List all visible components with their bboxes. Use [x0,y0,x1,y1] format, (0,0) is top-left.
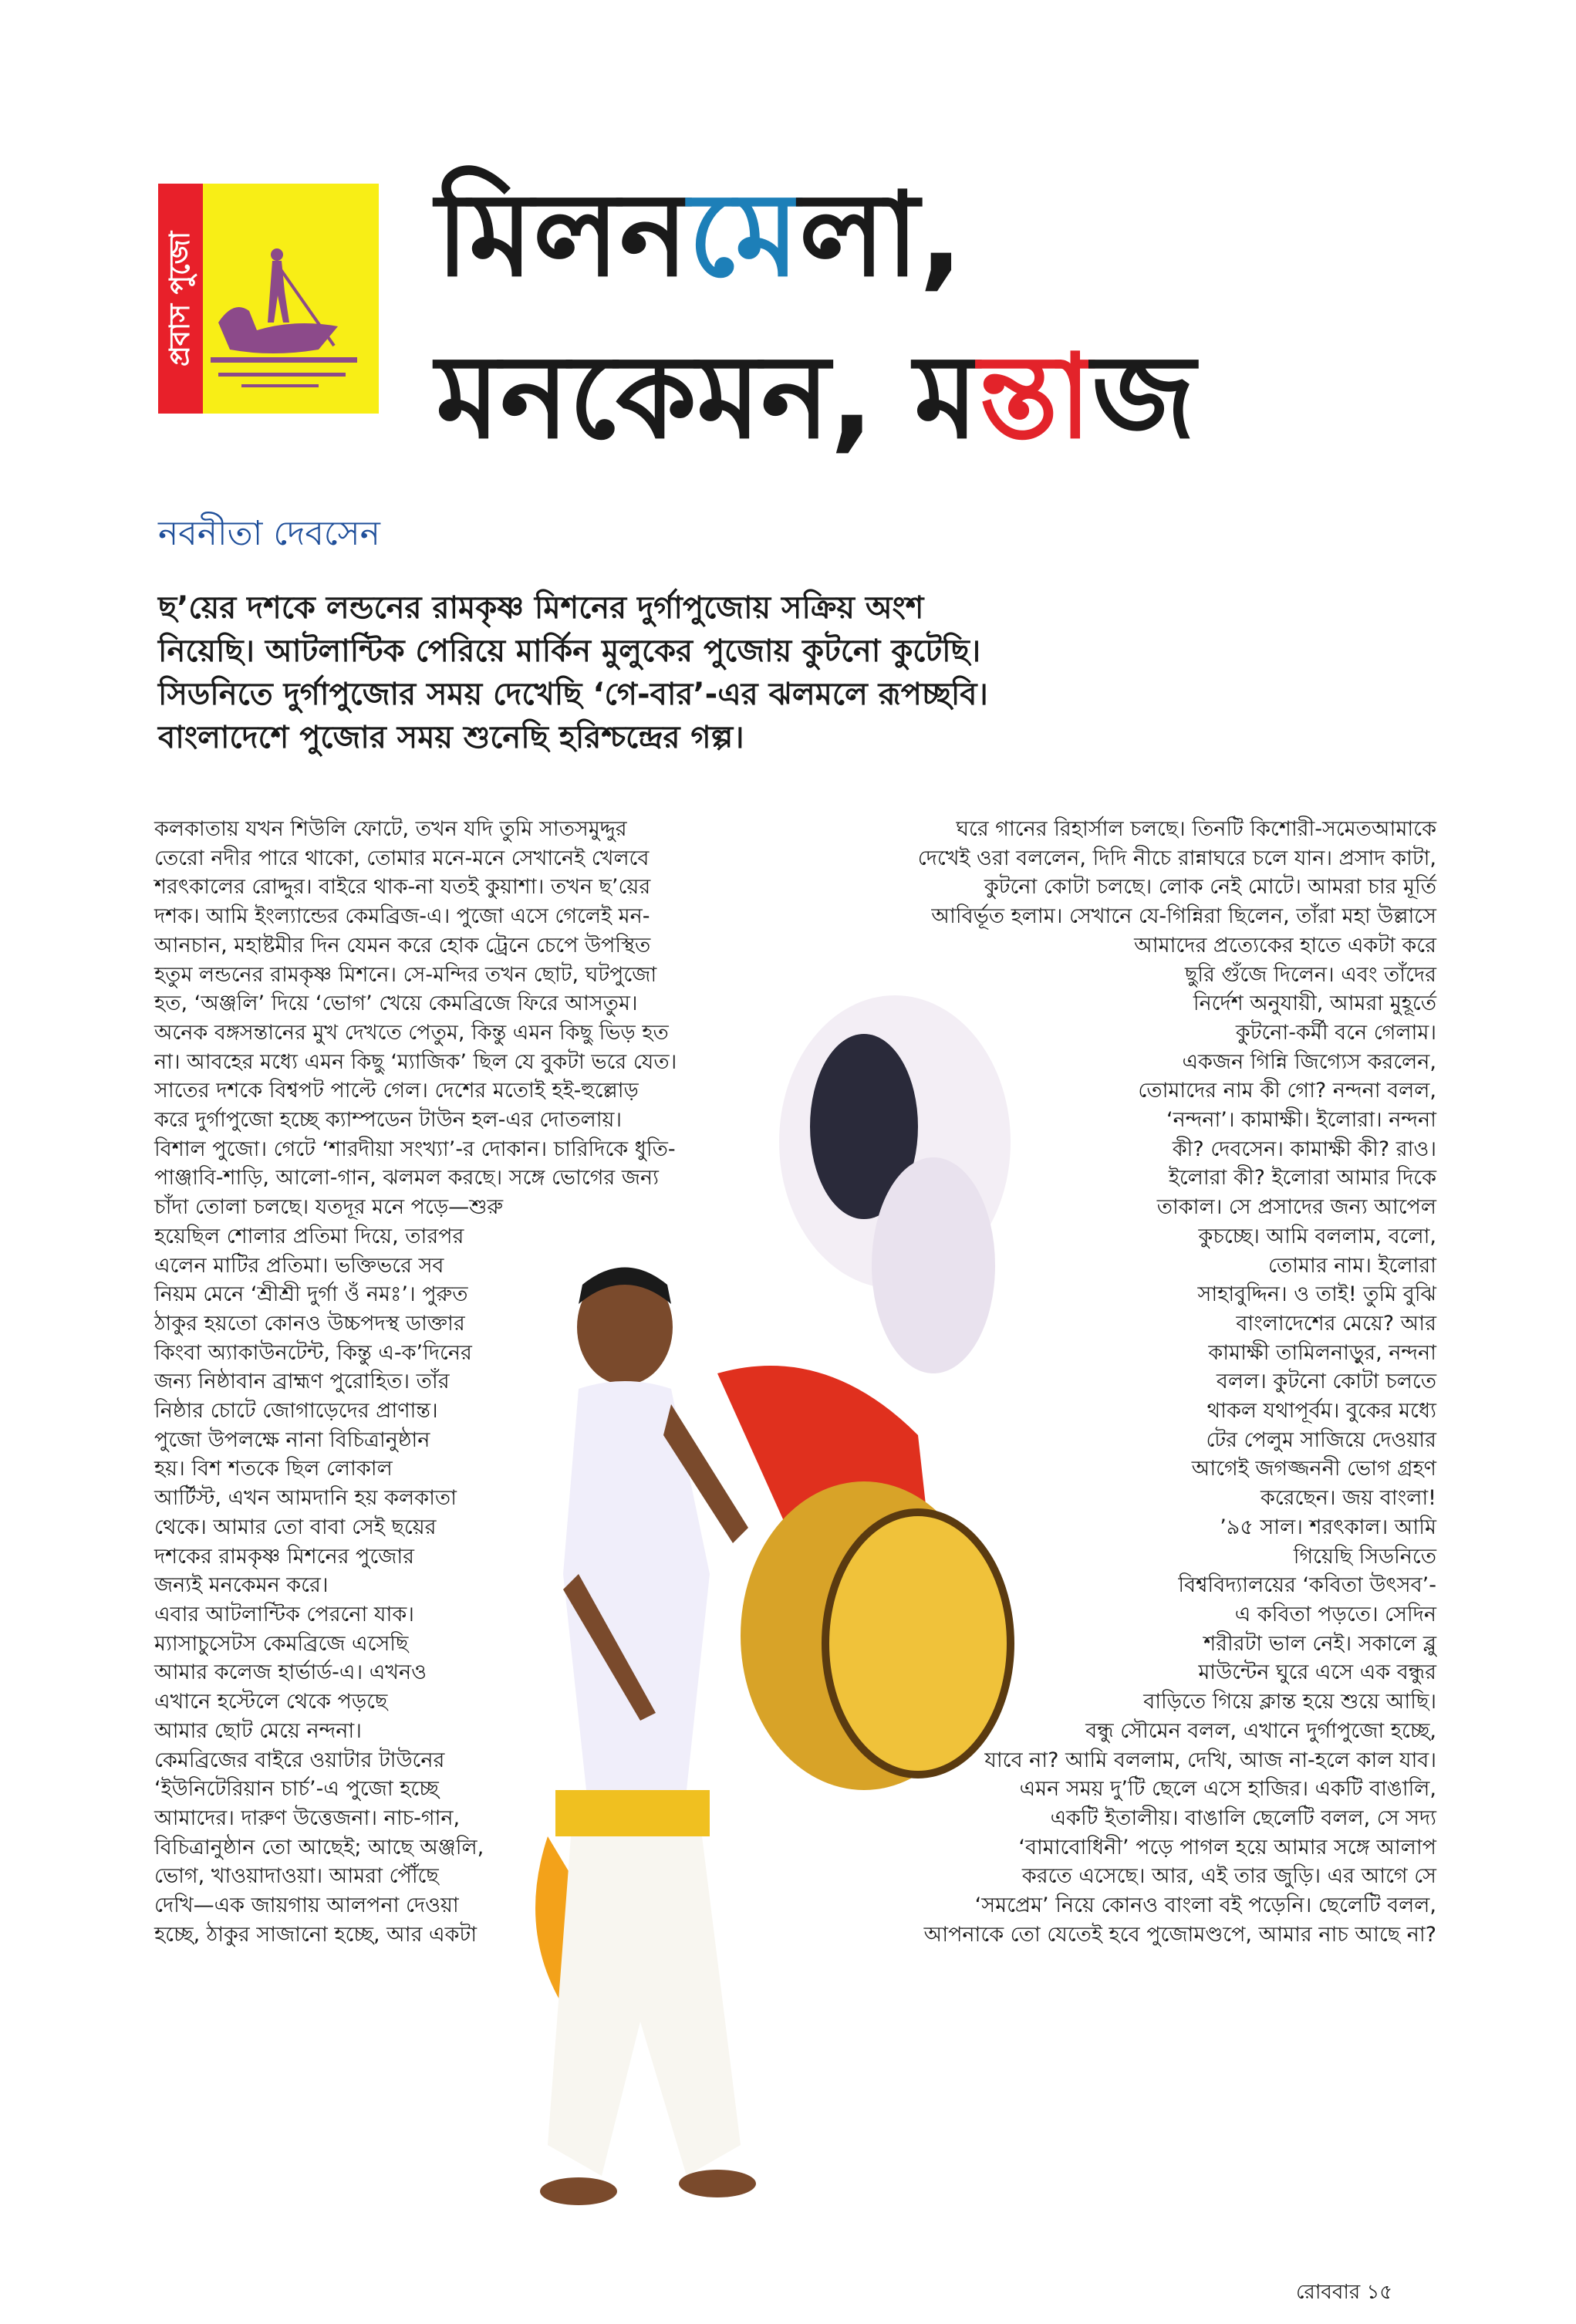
body-line: নির্দেশ অনুযায়ী, আমরা মুহূর্তে [1193,991,1436,1016]
page-footer: রোববার ১৫ [1296,2281,1393,2304]
body-line: এখানে হস্টেলে থেকে পড়ছে [154,1690,388,1714]
body-line: শরৎকালের রোদ্দুর। বাইরে থাক-না যতই কুয়াশা। তখন ছ’য়ের [154,875,651,900]
body-line: কী? দেবসেন। কামাক্ষী কী? রাও। [1172,1137,1436,1161]
body-line: করেছেন। জয় বাংলা! [1260,1486,1436,1511]
body-line: নিয়ম মেনে ‘শ্রীশ্রী দুর্গা ওঁ নমঃ’। পুরুত [154,1282,468,1307]
title-part: মিলন [436,168,689,302]
author-byline: নবনীতা দেবসেন [158,514,380,553]
body-line: বাংলাদেশের মেয়ে? আর [1236,1311,1436,1336]
body-line: তোমাদের নাম কী গো? নন্দনা বলল, [1138,1079,1436,1103]
body-line: থেকে। আমার তো বাবা সেই ছয়ের [154,1515,437,1539]
section-badge [158,184,379,414]
body-line: হয়। বিশ শতকে ছিল লোকাল [154,1457,393,1481]
title-part: মনকেমন, ম [436,330,979,464]
body-line: কিংবা অ্যাকাউনটেন্ট, কিন্তু এ-ক’দিনের [154,1340,472,1365]
body-line: এমন সময় দু’টি ছেলে এসে হাজির। একটি বাঙালি, [1019,1777,1436,1802]
title-line-2 [436,316,1562,478]
body-line: ম্যাসাচুসেটস কেমব্রিজে এসেছি [154,1631,409,1656]
body-line: এ কবিতা পড়তে। সেদিন [1234,1602,1436,1626]
body-line: বিচিত্রানুষ্ঠান তো আছেই; আছে অঞ্জলি, [154,1835,484,1860]
body-line: জন্য নিষ্ঠাবান ব্রাহ্মণ পুরোহিত। তাঁর [154,1370,450,1394]
body-line: ‘ইউনিটেরিয়ান চার্চ’-এ পুজো হচ্ছে [154,1777,439,1802]
title-part: জ [1092,330,1196,464]
body-line: একটি ইতালীয়। বাঙালি ছেলেটি বলল, সে সদ্য [1050,1805,1436,1830]
body-line: আমাদের প্রত্যেকের হাতে একটা করে [1134,933,1436,958]
body-line: সাতের দশকে বিশ্বপট পাল্টে গেল। দেশের মতোই হই-হুল্লোড় [154,1079,639,1103]
intro-paragraph [158,586,1207,759]
body-line: চাঁদা তোলা চলছে। যতদূর মনে পড়ে—শুরু [154,1195,504,1220]
body-line: কলকাতায় যখন শিউলি ফোটে, তখন যদি তুমি সাতসমুদ্দুর [154,817,627,841]
body-line: জন্যই মনকেমন করে। [154,1573,329,1598]
body-line: করতে এসেছে। আর, এই তার জুড়ি। এর আগে সে [1021,1864,1436,1889]
body-line: হত, ‘অঞ্জলি’ দিয়ে ‘ভোগ’ খেয়ে কেমব্রিজে ফিরে আসতুম। [154,991,638,1016]
badge-label: প্রবাস পুজো [164,231,196,367]
intro-line: নিয়েছি। আটলান্টিক পেরিয়ে মার্কিন মুলুকের পুজোয় কুটনো কুটেছি। [158,633,981,669]
body-line: সাহাবুদ্দিন। ও তাই! তুমি বুঝি [1197,1282,1436,1307]
body-line: মাউন্টেন ঘুরে এসে এক বন্ধুর [1198,1660,1436,1685]
body-line: অনেক বঙ্গসন্তানের মুখ দেখতে পেতুম, কিন্তু এমন কিছু ভিড় হত [154,1020,669,1045]
body-line: আর্টিস্ট, এখন আমদানি হয় কলকাতা [154,1486,457,1511]
body-line: ভোগ, খাওয়াদাওয়া। আমরা পৌঁছে [154,1864,439,1889]
body-line: ‘নন্দনা’। কামাক্ষী। ইলোরা। নন্দনা [1166,1108,1436,1133]
body-line: বলল। কুটনো কোটা চলতে [1216,1370,1436,1394]
body-line: একজন গিন্নি জিগ্যেস করলেন, [1182,1049,1436,1074]
body-line: গিয়েছি সিডনিতে [1293,1544,1436,1569]
body-line: তোমার নাম। ইলোরা [1268,1253,1436,1278]
body-line: বন্ধু সৌমেন বলল, এখানে দুর্গাপুজো হচ্ছে, [1085,1718,1436,1743]
body-line: আমার ছোট মেয়ে নন্দনা। [154,1718,362,1743]
body-line: যাবে না? আমি বললাম, দেখি, আজ না-হলে কাল যাব। [984,1748,1436,1772]
boat-illustration [203,184,379,414]
title-highlight: মে [688,168,800,302]
title-highlight: ন্তা [978,330,1092,464]
body-line: টের পেলুম সাজিয়ে দেওয়ার [1206,1427,1436,1452]
body-line: আবির্ভূত হলাম। সেখানে যে-গিন্নিরা ছিলেন, তাঁরা মহা উল্লাসে [931,904,1436,929]
body-line: থাকল যথাপূর্বম। বুকের মধ্যে [1206,1399,1436,1424]
body-line: ঘরে গানের রিহার্সাল চলছে। তিনটি কিশোরী-সমেতআমাকে [956,817,1436,841]
intro-line: সিডনিতে দুর্গাপুজোর সময় দেখেছি ‘গে-বার’-এর ঝলমলে রূপচ্ছবি। [158,677,988,712]
title-line-1 [436,154,1562,316]
body-line: কুটনো কোটা চলছে। লোক নেই মোটে। আমরা চার মূর্তি [984,875,1436,900]
body-line: দেখেই ওরা বললেন, দিদি নীচে রান্নাঘরে চলে যান। প্রসাদ কাটা, [917,846,1436,870]
title-part: লা, [799,168,963,302]
body-column-left [154,815,802,1949]
article-title [436,154,1562,478]
body-line: দশকের রামকৃষ্ণ মিশনের পুজোর [154,1544,415,1569]
body-line: এলেন মাটির প্রতিমা। ভক্তিভরে সব [154,1253,444,1278]
body-line: হচ্ছে, ঠাকুর সাজানো হচ্ছে, আর একটা [154,1922,478,1947]
body-line: তাকাল। সে প্রসাদের জন্য আপেল [1156,1195,1436,1220]
body-line: দশক। আমি ইংল্যান্ডের কেমব্রিজ-এ। পুজো এসে গেলেই মন- [154,904,650,929]
body-line: কেমব্রিজের বাইরে ওয়াটার টাউনের [154,1748,445,1772]
body-column-right [802,815,1436,1949]
body-line: কুচচ্ছে। আমি বললাম, বলো, [1198,1224,1436,1248]
body-line: ছুরি গুঁজে দিলেন। এবং তাঁদের [1184,962,1436,987]
body-line: ‘বামাবোধিনী’ পড়ে পাগল হয়ে আমার সঙ্গে আলাপ [1018,1835,1436,1860]
body-line: নিষ্ঠার চোটে জোগাড়েদের প্রাণান্ত। [154,1399,438,1424]
body-line: এবার আটলান্টিক পেরনো যাক। [154,1602,414,1626]
body-line: বিশাল পুজো। গেটে ‘শারদীয়া সংখ্যা’-র দোকান। চারিদিকে ধুতি- [154,1137,676,1161]
body-line: বাড়িতে গিয়ে ক্লান্ত হয়ে শুয়ে আছি। [1143,1690,1436,1714]
body-line: আগেই জগজ্জননী ভোগ গ্রহণ [1191,1457,1436,1481]
body-line: তেরো নদীর পারে থাকো, তোমার মনে-মনে সেখানেই খেলবে [154,846,650,870]
intro-line: বাংলাদেশে পুজোর সময় শুনেছি হরিশ্চন্দ্রের গল্প। [158,720,744,755]
body-line: দেখি—এক জায়গায় আলপনা দেওয়া [154,1893,459,1918]
body-line: পাঞ্জাবি-শাড়ি, আলো-গান, ঝলমল করছে। সঙ্গে ভোগের জন্য [154,1166,659,1191]
body-line: করে দুর্গাপুজো হচ্ছে ক্যাম্পডেন টাউন হল-এর দোতলায়। [154,1108,623,1133]
body-line: ঠাকুর হয়তো কোনও উচ্চপদস্থ ডাক্তার [154,1311,465,1336]
body-line: হতুম লন্ডনের রামকৃষ্ণ মিশনে। সে-মন্দির তখন ছোট, ঘটপুজো [154,962,657,987]
body-line: আমাদের। দারুণ উত্তেজনা। নাচ-গান, [154,1805,461,1830]
body-line: কামাক্ষী তামিলনাড়ুর, নন্দনা [1208,1340,1436,1365]
intro-line: ছ’য়ের দশকে লন্ডনের রামকৃষ্ণ মিশনের দুর্গাপুজোয় সক্রিয় অংশ [158,590,924,626]
body-line: আপনাকে তো যেতেই হবে পুজোমণ্ডপে, আমার নাচ আছে না? [923,1922,1436,1947]
body-line: ইলোরা কী? ইলোরা আমার দিকে [1168,1166,1436,1191]
body-line: বিশ্ববিদ্যালয়ের ‘কবিতা উৎসব’- [1178,1573,1436,1598]
body-line: শরীরটা ভাল নেই। সকালে ব্লু [1203,1631,1436,1656]
body-line: আনচান, মহাষ্টমীর দিন যেমন করে হোক ট্রেনে চেপে উপস্থিত [154,933,651,958]
body-line: হয়েছিল শোলার প্রতিমা দিয়ে, তারপর [154,1224,464,1248]
body-line: ’৯৫ সাল। শরৎকাল। আমি [1220,1515,1436,1539]
body-line: পুজো উপলক্ষে নানা বিচিত্রানুষ্ঠান [154,1427,430,1452]
body-line: আমার কলেজ হার্ভার্ড-এ। এখনও [154,1660,427,1685]
body-line: কুটনো-কর্মী বনে গেলাম। [1235,1020,1436,1045]
body-line: ‘সমপ্রেম’ নিয়ে কোনও বাংলা বই পড়েনি। ছেলেটি বলল, [974,1893,1436,1918]
body-line: না। আবহের মধ্যে এমন কিছু ‘ম্যাজিক’ ছিল যে বুকটা ভরে যেত। [154,1049,677,1074]
